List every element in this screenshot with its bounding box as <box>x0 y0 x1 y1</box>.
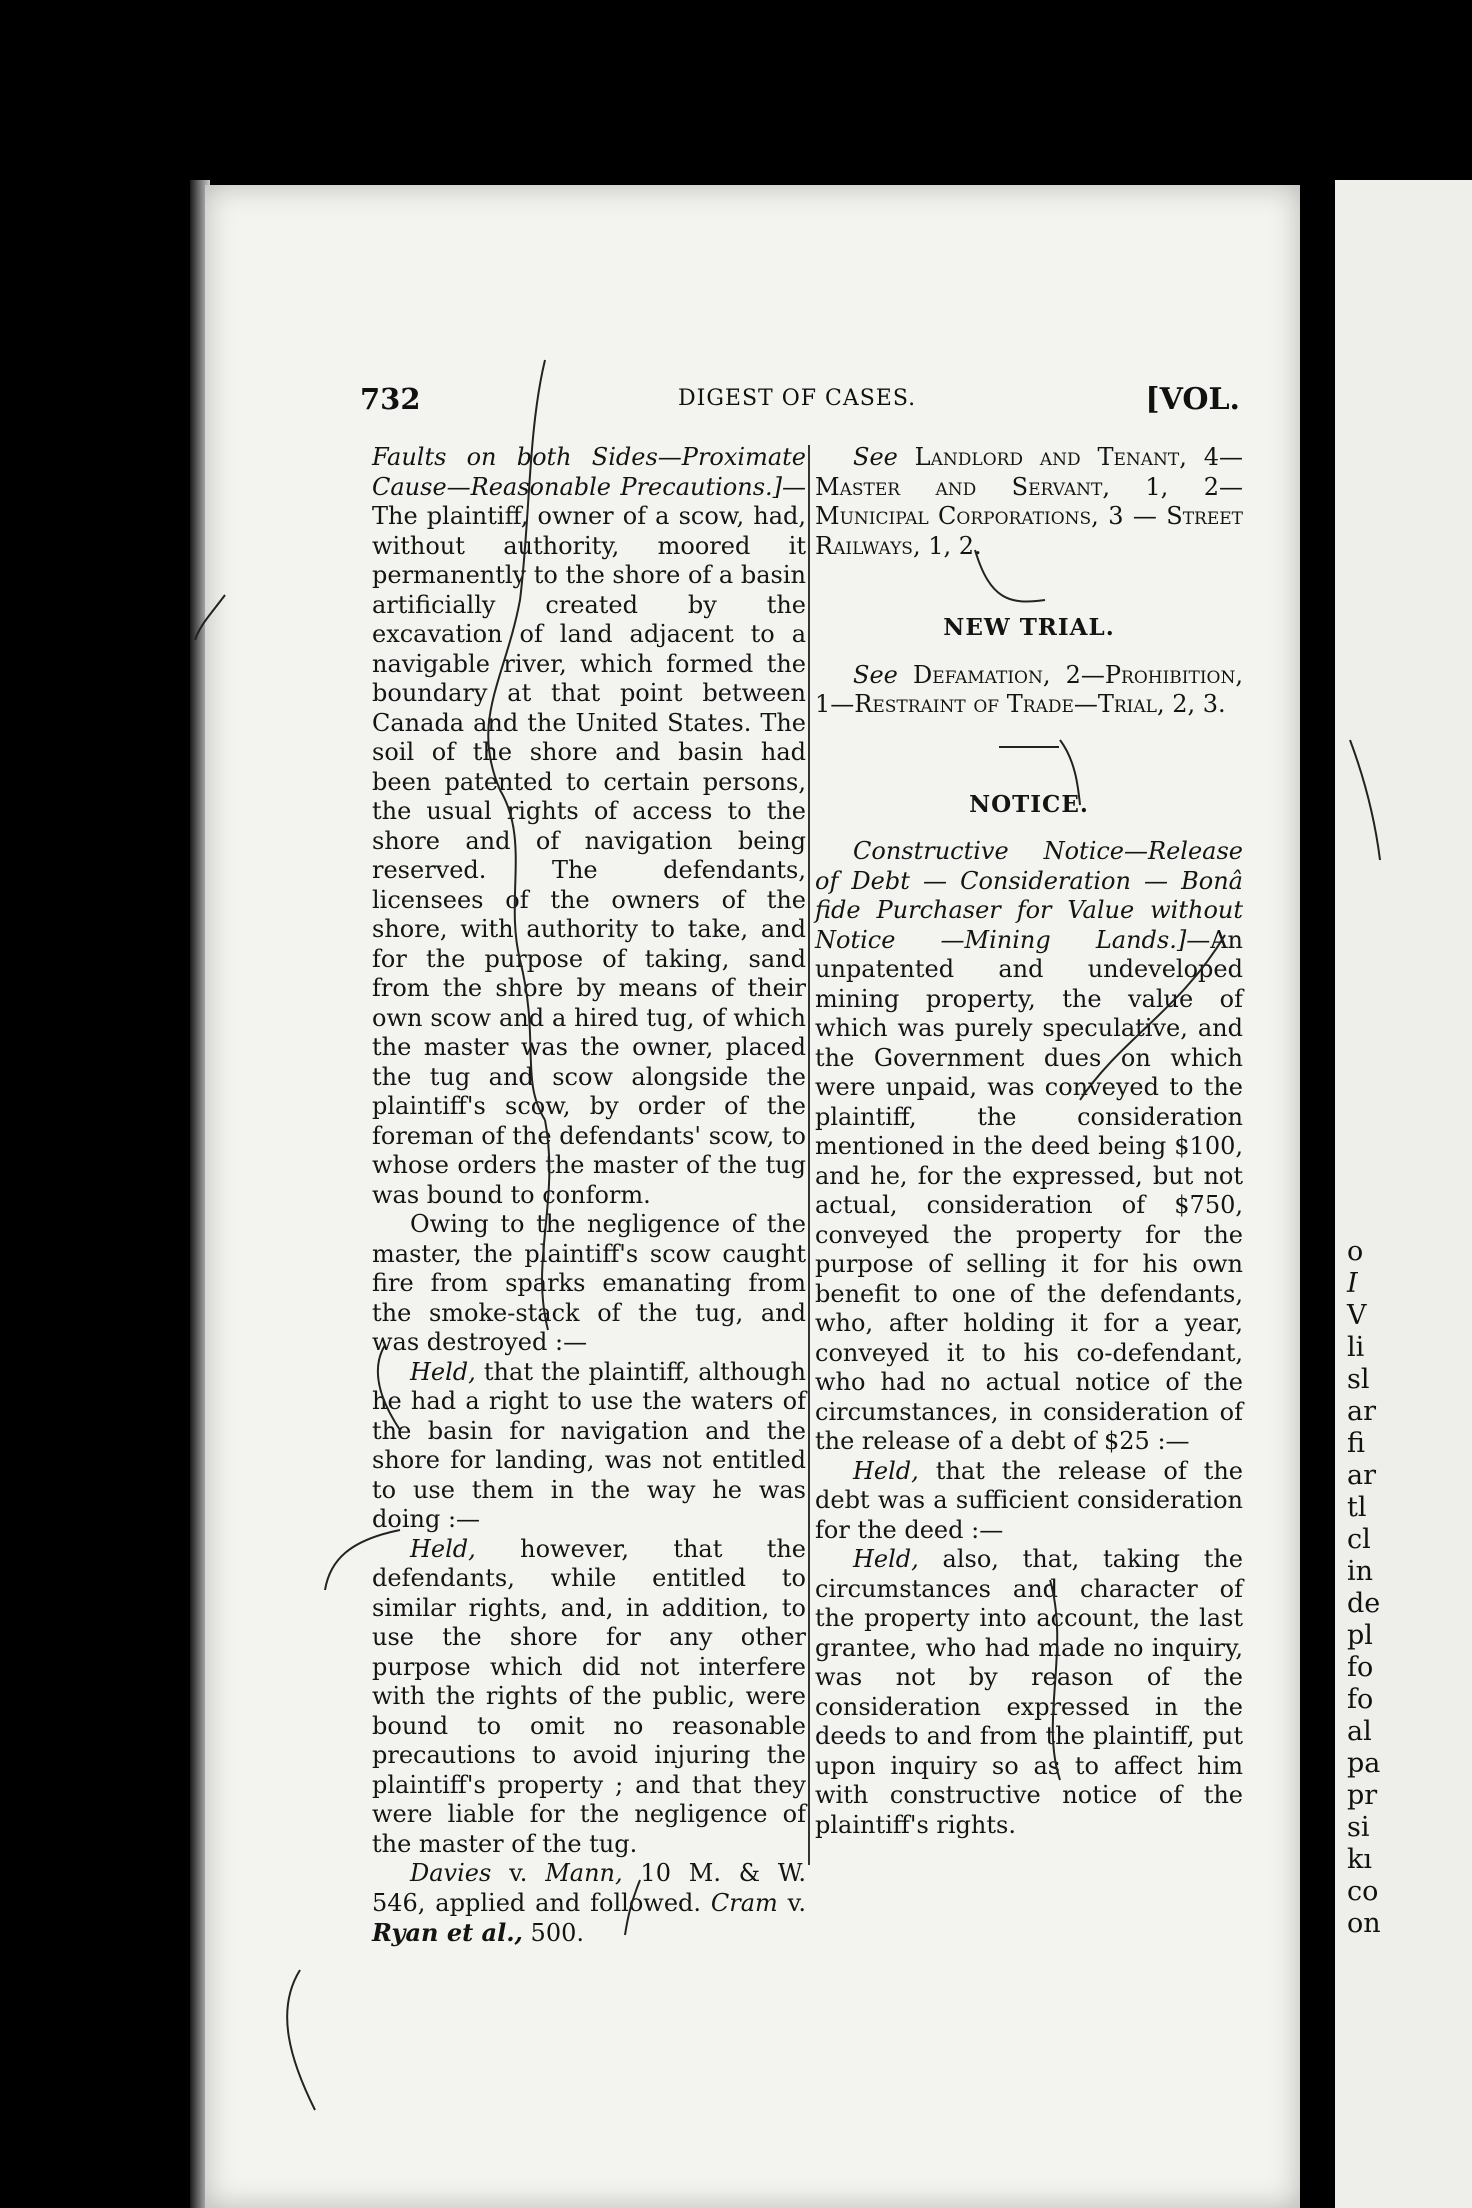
facing-text-fragment: V <box>1347 1300 1367 1331</box>
see-label: See <box>853 660 898 689</box>
case-name: Cram <box>710 1888 778 1917</box>
case-name: Davies <box>410 1859 492 1887</box>
facing-text-fragment: in <box>1347 1556 1374 1587</box>
citation-reference: 10 M. & W. 546, applied and followed. <box>372 1859 806 1917</box>
case-paragraph: Owing to the negligence of the master, the plaintiff's scow caught fire from sparks emanating from the smoke-stack of the tug, and was destroyed :— <box>372 1210 806 1356</box>
volume-label: [VOL. <box>1145 382 1240 417</box>
right-column <box>815 443 1243 1840</box>
facing-text-fragment: cl <box>1347 1524 1371 1555</box>
facing-text-fragment: tl <box>1347 1492 1367 1523</box>
page-number: 732 <box>360 382 421 416</box>
holding-paragraph <box>815 1457 1243 1546</box>
section-heading: NOTICE. <box>969 790 1089 818</box>
held-label: Held, <box>853 1456 919 1485</box>
facing-text-fragment: sl <box>1347 1364 1370 1395</box>
section-heading: NEW TRIAL. <box>943 614 1115 641</box>
running-title: DIGEST OF CASES. <box>678 386 917 411</box>
case-paragraph <box>815 837 1243 1457</box>
facts-text: The plaintiff, owner of a scow, had, without authority, moored it permanently to the shore of a basin artificially created by the excavation of land adjacent to a navigable river, which formed the boundary at that point between Canada and the United States. The soil of the shore and basin had been patented to certain persons, the usual rights of access to the shore and of navigation being reserved. The defendants, licensees of the owners of the shore, with authority to take, and for the purpose of taking, sand from the shore by means of their own scow and a hired tug, of which the master was the owner, placed the tug and scow alongside the plaintiff's scow, by order of the foreman of the defendants' scow, to whose orders the master of the tug was bound to conform. <box>372 502 806 1209</box>
spacer <box>815 561 1243 613</box>
spacer <box>815 720 1243 746</box>
facing-text-fragment: kı <box>1347 1844 1372 1875</box>
holding-paragraph <box>372 1358 806 1535</box>
left-column <box>372 443 806 1949</box>
cross-reference <box>815 661 1243 720</box>
spacer <box>815 819 1243 837</box>
facing-text-fragment: o <box>1347 1236 1364 1267</box>
facing-text-fragment: fi <box>1347 1428 1366 1459</box>
holding-paragraph <box>815 1545 1243 1840</box>
catchwords: Faults on both Sides—Proximate Cause—Reasonable Precautions.]— <box>372 443 806 501</box>
running-header <box>360 382 1240 422</box>
citation-versus: v. <box>777 1888 807 1917</box>
column-divider <box>808 445 810 1865</box>
holding-paragraph <box>372 1535 806 1860</box>
cross-reference-text: Defamation, 2—Prohibition, 1—Restraint of Trade—Trial, 2, 3. <box>815 660 1243 718</box>
facing-text-fragment: pa <box>1347 1748 1381 1779</box>
held-label: Held, <box>853 1545 919 1573</box>
facing-text-fragment: al <box>1347 1716 1372 1747</box>
facing-text-fragment: si <box>1347 1812 1370 1843</box>
facing-text-fragment: on <box>1347 1908 1381 1939</box>
case-party: Ryan et al., <box>372 1918 523 1947</box>
facing-page-fragment <box>1335 180 1472 2208</box>
facing-text-fragment: fo <box>1347 1684 1374 1715</box>
citation-versus: v. <box>491 1859 546 1887</box>
holding-text: however, that the defendants, while entitled to similar rights, and, in addition, to use the shore for any other purpose which did not interfere with the rights of the public, were bound to omit no reasonable precautions to avoid injuring the plaintiff's property ; and that they were liable for the negligence of the master of the tug. <box>372 1534 806 1858</box>
facing-text-fragment: I <box>1347 1268 1358 1299</box>
held-label: Held, <box>410 1357 476 1386</box>
case-paragraph <box>372 443 806 1210</box>
cross-reference <box>815 443 1243 561</box>
see-label: See <box>853 443 898 471</box>
holding-text: also, that, taking the circumstances and character of the property into account, the last grantee, who had made no inquiry, was not by reason of the consideration expressed in the deeds to and from the plaintiff, put upon inquiry so as to affect him with constructive notice of the plaintiff's rights. <box>815 1545 1243 1839</box>
facing-text-fragment: co <box>1347 1876 1379 1907</box>
facing-text-fragment: pr <box>1347 1780 1378 1811</box>
facing-text-fragment: pl <box>1347 1620 1373 1651</box>
catchwords: Constructive Notice—Release of Debt — Consideration — Bonâ fide Purchaser for Value without Notice —Mining Lands.]— <box>815 837 1243 954</box>
case-party: Mann, <box>545 1859 623 1887</box>
scan-border-left <box>0 0 190 2208</box>
cross-reference-text: Landlord and Tenant, 4—Master and Servant, 1, 2—Municipal Corporations, 3 — Street Railways, 1, 2. <box>815 443 1243 560</box>
facing-text-fragment: de <box>1347 1588 1381 1619</box>
facing-text-fragment: ar <box>1347 1396 1377 1427</box>
facts-text: An unpatented and undeveloped mining property, the value of which was purely speculative, and the Government dues on which were unpaid, was conveyed to the plaintiff, the consideration mentioned in the deed being $100, and he, for the expressed, but not actual, consideration of $750, conveyed the property for the purpose of selling it for his own benefit to one of the defendants, who, after holding it for a year, conveyed it to his co-defendant, who had no actual notice of the circumstances, in consideration of the release of a debt of $25 :— <box>815 925 1243 1455</box>
facing-text-fragment: ar <box>1347 1460 1377 1491</box>
holding-text: that the plaintiff, although he had a right to use the waters of the basin for navigation and the shore for landing, was not entitled to use them in the way he was doing :— <box>372 1357 806 1533</box>
held-label: Held, <box>410 1534 476 1563</box>
facing-text-fragment: fo <box>1347 1652 1374 1683</box>
spacer <box>815 643 1243 661</box>
spacer <box>815 748 1243 790</box>
facing-text-fragment: li <box>1347 1332 1365 1363</box>
holding-text: that the release of the debt was a sufficient consideration for the deed :— <box>815 1456 1243 1544</box>
citation-reference: 500. <box>522 1919 584 1947</box>
citation-paragraph <box>372 1859 806 1949</box>
